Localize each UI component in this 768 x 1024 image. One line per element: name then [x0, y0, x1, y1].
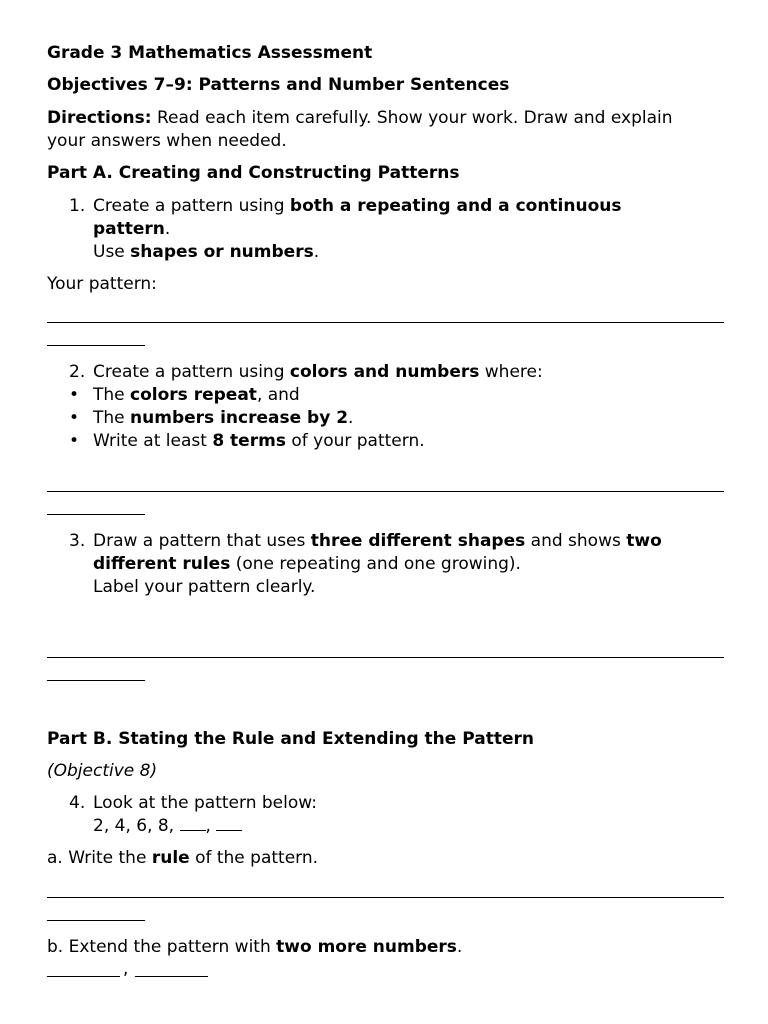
bullet-1: [93, 384, 300, 407]
sequence-values: 2, 4, 6, 8,: [93, 816, 180, 836]
answer-line[interactable]: [47, 897, 724, 898]
q3-text-3: (one repeating and one growing).: [230, 554, 521, 574]
q3-emphasis: three different shapes: [310, 531, 526, 551]
part-b-heading: Part B. Stating the Rule and Extending the Pattern: [47, 729, 534, 749]
extend-blank-2[interactable]: [135, 976, 208, 977]
answer-line-short[interactable]: [47, 680, 145, 681]
q1-period-2: .: [313, 242, 320, 262]
bullet-2-text: The: [93, 408, 131, 428]
bullet-1-text: The: [93, 385, 131, 405]
bullet-3: [93, 430, 425, 453]
question-2-line-1: [93, 361, 543, 384]
question-3-line-3: Label your pattern clearly.: [93, 577, 316, 597]
q4b-end: .: [456, 937, 463, 957]
answer-line[interactable]: [47, 491, 724, 492]
q4a-end: of the pattern.: [189, 848, 319, 868]
extend-blank-1[interactable]: [47, 976, 120, 977]
answer-line[interactable]: [47, 657, 724, 658]
bullet-1-end: , and: [256, 385, 300, 405]
directions-text: Read each item carefully. Show your work. Draw and explain: [151, 108, 673, 128]
question-1-line-2: [93, 218, 170, 241]
bullet-1-emphasis: colors repeat: [130, 385, 257, 405]
sequence-blank-2[interactable]: [216, 815, 242, 831]
q3-emphasis-2: two: [626, 531, 662, 551]
part-a-heading: Part A. Creating and Constructing Patterns: [47, 163, 460, 183]
q1-period: .: [164, 219, 171, 239]
question-4b: [47, 936, 462, 959]
q4b-emphasis: two more numbers: [276, 937, 457, 957]
question-4-text: Look at the pattern below:: [93, 793, 317, 813]
directions-line-2: your answers when needed.: [47, 131, 287, 151]
q4a-text: a. Write the: [47, 848, 152, 868]
q3-emphasis-3: different rules: [93, 554, 231, 574]
bullet-3-emphasis: 8 terms: [212, 431, 286, 451]
extend-separator: ,: [123, 959, 129, 979]
q3-text: Draw a pattern that uses: [93, 531, 311, 551]
directions-label: Directions:: [47, 108, 152, 128]
q4b-text: b. Extend the pattern with: [47, 937, 277, 957]
question-1-number: 1.: [69, 196, 86, 216]
page-subtitle: Objectives 7–9: Patterns and Number Sentences: [47, 75, 510, 95]
question-2-number: 2.: [69, 362, 86, 382]
part-b-objective: (Objective 8): [47, 761, 158, 781]
q1-use-text: Use: [93, 242, 131, 262]
answer-line[interactable]: [47, 322, 724, 323]
bullet-1-marker: •: [69, 385, 80, 405]
q3-text-2: and shows: [525, 531, 627, 551]
question-3-number: 3.: [69, 531, 86, 551]
q4a-emphasis: rule: [151, 848, 190, 868]
question-3-line-1: [93, 530, 662, 553]
answer-label: Your pattern:: [47, 274, 157, 294]
page-title: Grade 3 Mathematics Assessment: [47, 43, 373, 63]
q1-emphasis-3: shapes or numbers: [130, 242, 314, 262]
answer-line-short[interactable]: [47, 514, 145, 515]
bullet-2-marker: •: [69, 408, 80, 428]
q1-text: Create a pattern using: [93, 196, 290, 216]
bullet-3-end: of your pattern.: [285, 431, 425, 451]
q2-text: Create a pattern using: [93, 362, 290, 382]
answer-line-short[interactable]: [47, 345, 145, 346]
q1-emphasis: both a repeating and a continuous: [289, 196, 622, 216]
bullet-2: [93, 407, 353, 430]
bullet-3-text: Write at least: [93, 431, 213, 451]
question-1-line-1: [93, 195, 622, 218]
q1-emphasis-2: pattern: [93, 219, 165, 239]
bullet-3-marker: •: [69, 431, 80, 451]
number-sequence: [93, 815, 242, 838]
q2-emphasis: colors and numbers: [289, 362, 480, 382]
sequence-blank-1[interactable]: [180, 815, 206, 831]
bullet-2-emphasis: numbers increase by 2: [130, 408, 349, 428]
question-1-line-3: [93, 241, 319, 264]
directions-line-1: [47, 107, 673, 130]
answer-line-short[interactable]: [47, 920, 145, 921]
bullet-2-end: .: [348, 408, 354, 428]
question-3-line-2: [93, 553, 521, 576]
q2-where: where:: [479, 362, 543, 382]
question-4-number: 4.: [69, 793, 86, 813]
sequence-separator: ,: [205, 816, 217, 836]
question-4a: [47, 847, 318, 870]
